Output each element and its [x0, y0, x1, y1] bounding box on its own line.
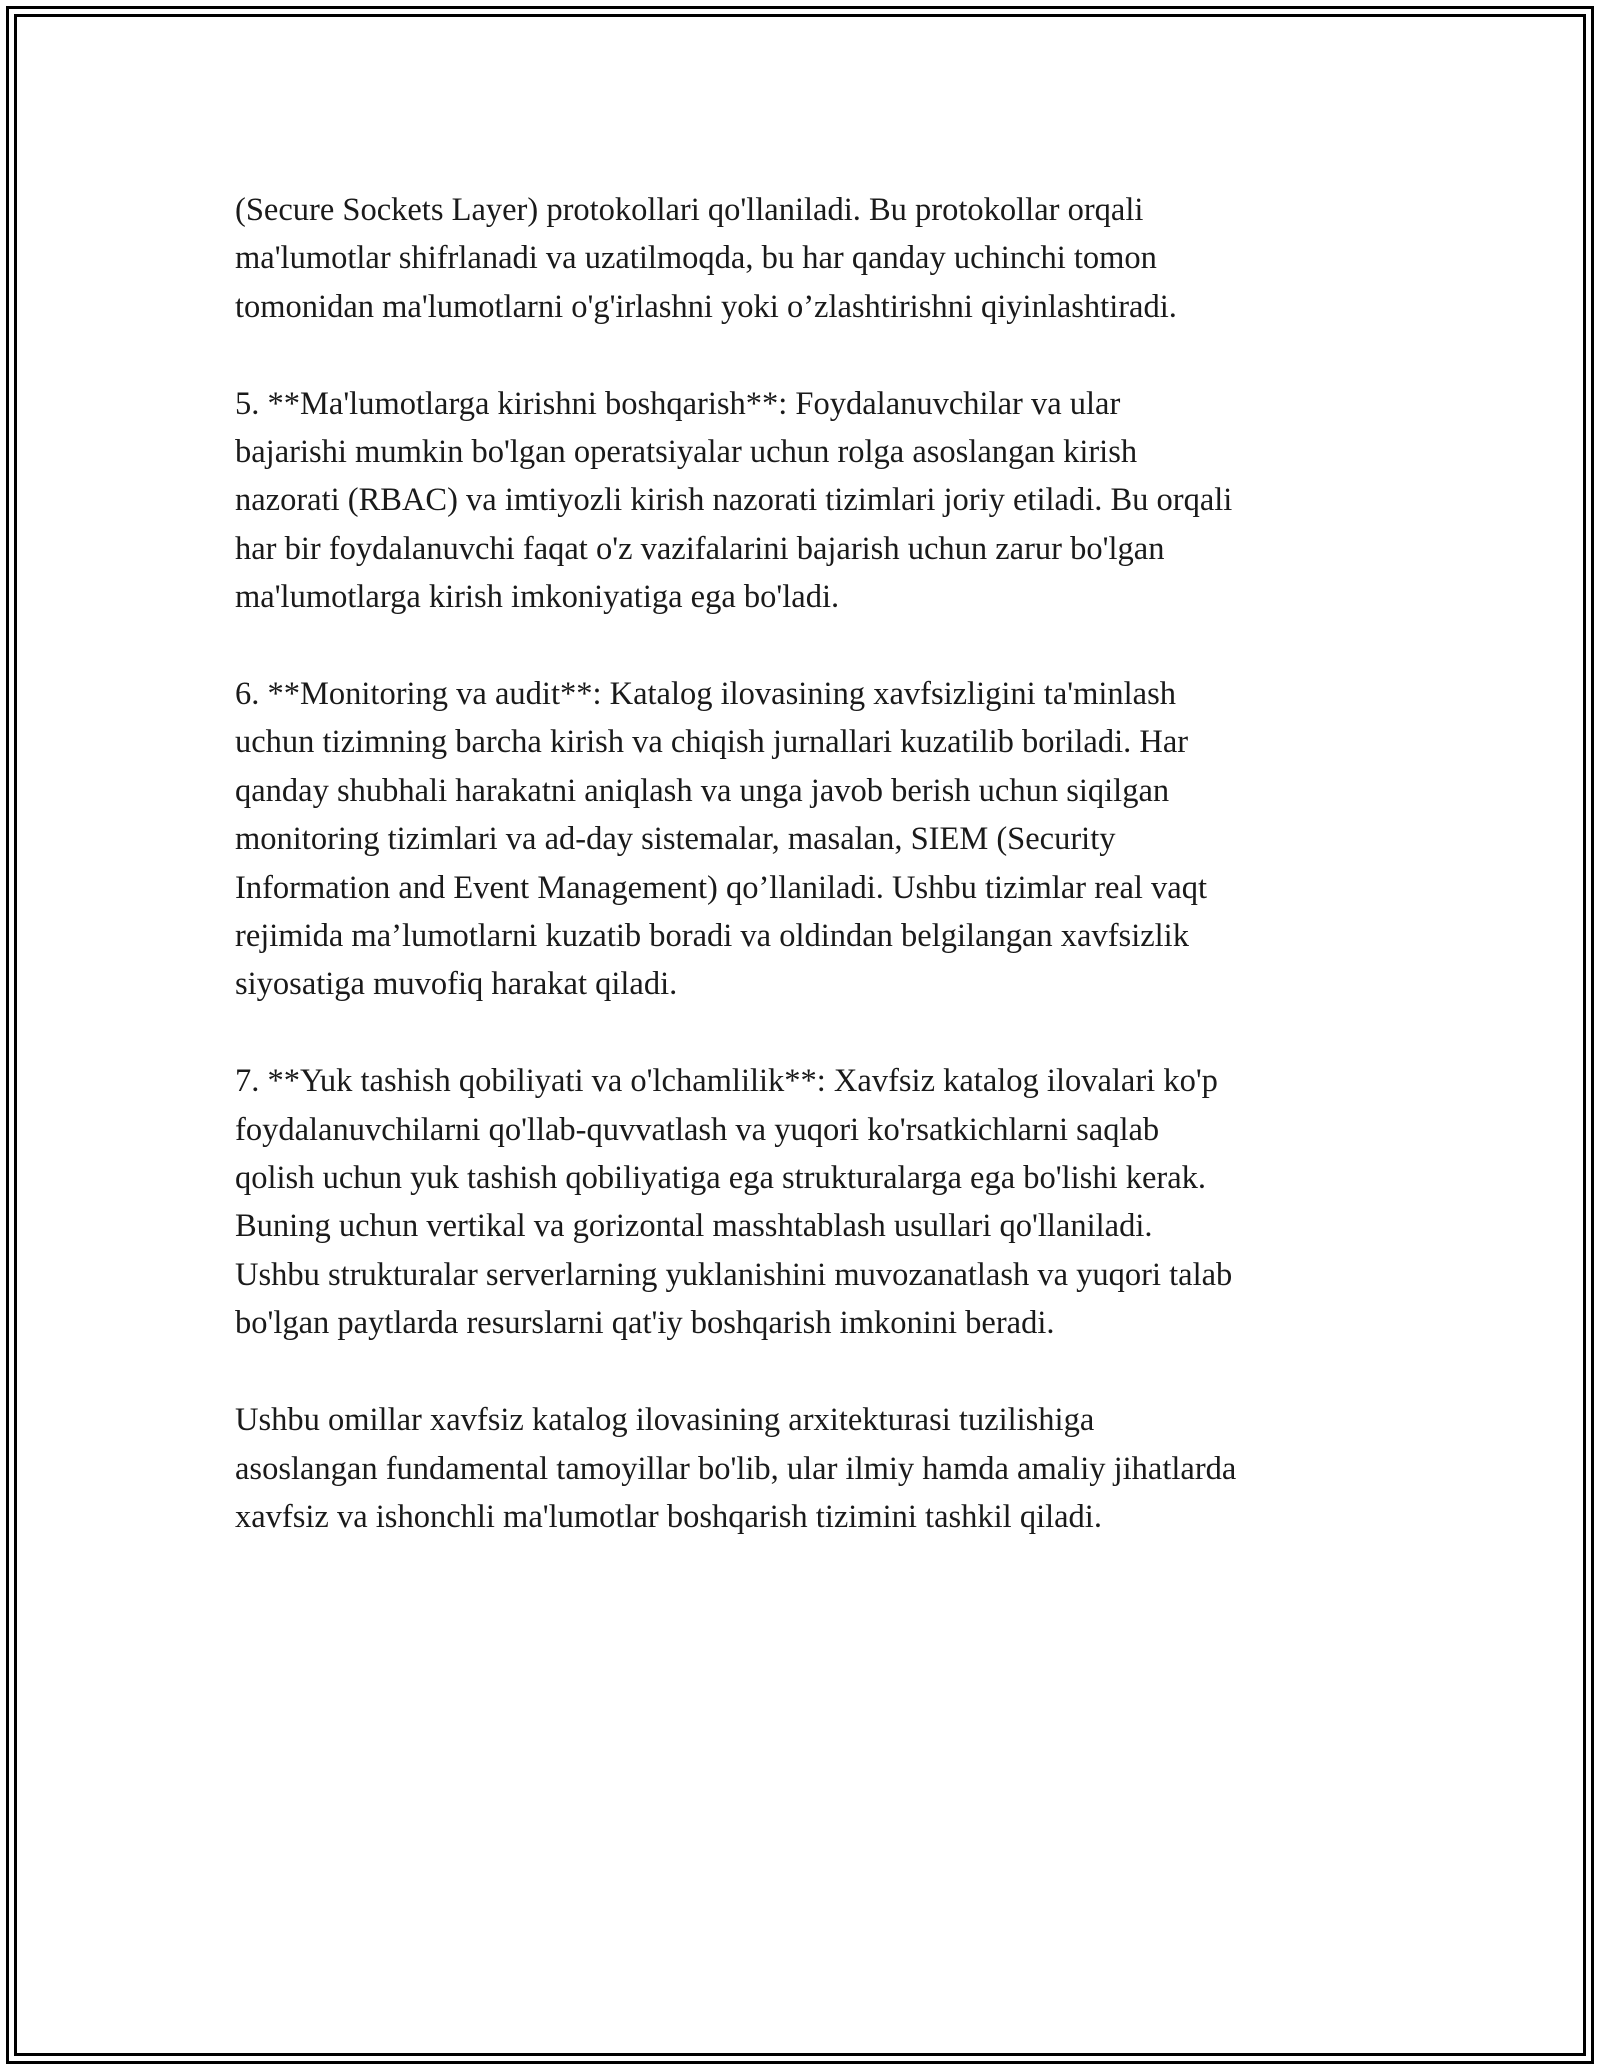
text-line: ma'lumotlarga kirish imkoniyatiga ega bo'ladi. [235, 579, 840, 616]
text-line: qolish uchun yuk tashish qobiliyatiga ega strukturalarga ega bo'lishi kerak. [235, 1160, 1207, 1197]
text-line: monitoring tizimlari va ad-day sistemalar, masalan, SIEM (Security [235, 821, 1116, 858]
text-line: foydalanuvchilarni qo'llab-quvvatlash va yuqori ko'rsatkichlarni saqlab [235, 1111, 1160, 1148]
text-line: Information and Event Management) qo’llaniladi. Ushbu tizimlar real vaqt [235, 869, 1207, 906]
paragraph-scalability [235, 1057, 1375, 1347]
paragraph-access-control [235, 380, 1375, 622]
text-line: rejimida ma’lumotlarni kuzatib boradi va oldindan belgilangan xavfsizlik [235, 918, 1189, 955]
text-line: Ushbu omillar xavfsiz katalog ilovasining arxitekturasi tuzilishiga [235, 1402, 1095, 1439]
paragraph-conclusion [235, 1396, 1375, 1541]
text-line: xavfsiz va ishonchli ma'lumotlar boshqarish tizimini tashkil qiladi. [235, 1498, 1102, 1535]
text-line: bo'lgan paytlarda resurslarni qat'iy boshqarish imkonini beradi. [235, 1305, 1055, 1342]
text-line: har bir foydalanuvchi faqat o'z vazifalarini bajarish uchun zarur bo'lgan [235, 530, 1165, 567]
text-line: 7. **Yuk tashish qobiliyati va o'lchamlilik**: Xavfsiz katalog ilovalari ko'p [235, 1063, 1218, 1100]
text-line: 5. **Ma'lumotlarga kirishni boshqarish**: Foydalanuvchilar va ular [235, 385, 1121, 422]
text-line: Buning uchun vertikal va gorizontal masshtablash usullari qo'llaniladi. [235, 1208, 1153, 1245]
text-line: bajarishi mumkin bo'lgan operatsiyalar uchun rolga asoslangan kirish [235, 434, 1138, 471]
text-line: 6. **Monitoring va audit**: Katalog ilovasining xavfsizligini ta'minlash [235, 676, 1177, 713]
paragraph-ssl [235, 186, 1375, 331]
text-line: qanday shubhali harakatni aniqlash va unga javob berish uchun siqilgan [235, 772, 1170, 809]
text-line: nazorati (RBAC) va imtiyozli kirish nazorati tizimlari joriy etiladi. Bu orqali [235, 482, 1233, 519]
paragraph-monitoring [235, 670, 1375, 1009]
text-line: ma'lumotlar shifrlanadi va uzatilmoqda, bu har qanday uchinchi tomon [235, 240, 1157, 277]
text-line: uchun tizimning barcha kirish va chiqish jurnallari kuzatilib boriladi. Har [235, 724, 1189, 761]
text-line: asoslangan fundamental tamoyillar bo'lib, ular ilmiy hamda amaliy jihatlarda [235, 1450, 1237, 1487]
text-line: (Secure Sockets Layer) protokollari qo'llaniladi. Bu protokollar orqali [235, 192, 1144, 228]
text-line: siyosatiga muvofiq harakat qiladi. [235, 966, 678, 1003]
document-body [235, 186, 1375, 1590]
text-line: tomonidan ma'lumotlarni o'g'irlashni yoki o’zlashtirishni qiyinlashtiradi. [235, 288, 1177, 325]
text-line: Ushbu strukturalar serverlarning yuklanishini muvozanatlash va yuqori talab [235, 1256, 1233, 1293]
